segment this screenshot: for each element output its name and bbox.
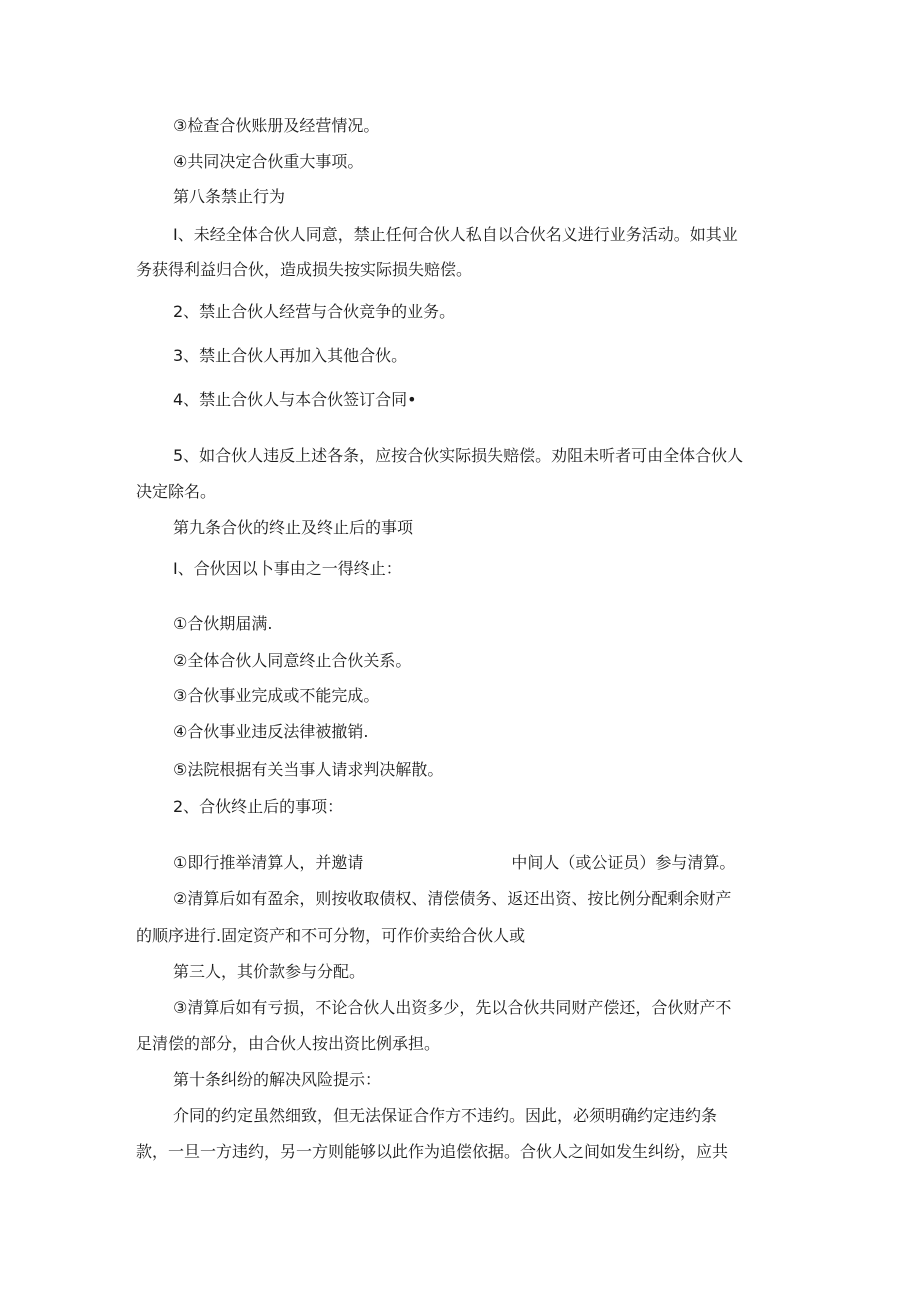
text-line: 的顺序进行.固定资产和不可分物，可作价卖给合伙人或	[136, 926, 526, 945]
text-line: 足清偿的部分，由合伙人按出资比例承担。	[136, 1034, 441, 1053]
text-line: ③合伙事业完成或不能完成。	[173, 686, 380, 705]
text-line: 2、合伙终止后的事项：	[173, 797, 344, 816]
text-line: 决定除名。	[136, 482, 217, 501]
text-line: 款，一旦一方违约，另一方则能够以此作为追偿依据。合伙人之间如发生纠纷，应共	[136, 1142, 729, 1161]
text-line: ②清算后如有盈余，则按收取债权、清偿债务、返还出资、按比例分配剩余财产	[173, 889, 732, 908]
text-line: 2、禁止合伙人经营与合伙竞争的业务。	[173, 302, 456, 321]
text-line: 务获得利益归合伙，造成损失按实际损失赔偿。	[136, 260, 473, 279]
text-line: 3、禁止合伙人再加入其他合伙。	[173, 346, 408, 365]
text-line: 介同的约定虽然细致，但无法保证合作方不违约。因此，必须明确约定违约条	[173, 1106, 718, 1125]
text-line: ②全体合伙人同意终止合伙关系。	[173, 651, 412, 670]
text-line: 4、禁止合伙人与本合伙签订合同•	[173, 390, 417, 409]
text-line: ④合伙事业违反法律被撤销.	[173, 722, 369, 741]
text-line: ⑤法院根据有关当事人请求判决解散。	[173, 760, 444, 779]
text-line: I、未经全体合伙人同意，禁止任何合伙人私自以合伙名义进行业务活动。如其业	[173, 225, 738, 244]
text-segment: ①即行推举清算人，并邀请	[173, 853, 364, 872]
text-line: 5、如合伙人违反上述各条，应按合伙实际损失赔偿。劝阻未听者可由全体合伙人	[173, 446, 744, 465]
text-line: ③检查合伙账册及经营情况。	[173, 116, 380, 135]
section-heading: 第九条合伙的终止及终止后的事项	[173, 518, 414, 537]
text-line	[173, 853, 735, 873]
text-line: I、合伙因以卜事由之一得终止：	[173, 559, 402, 578]
text-line: ④共同决定合伙重大事项。	[173, 152, 364, 171]
section-heading: 第十条纠纷的解决风险提示：	[173, 1070, 382, 1089]
section-heading: 第八条禁止行为	[173, 187, 286, 206]
text-segment: 中间人（或公证员）参与清算。	[511, 853, 736, 872]
text-line: ③清算后如有亏损，不论合伙人出资多少，先以合伙共同财产偿还，合伙财产不	[173, 998, 732, 1017]
text-line: 第三人，其价款参与分配。	[173, 962, 366, 981]
text-line: ①合伙期届满.	[173, 614, 273, 633]
